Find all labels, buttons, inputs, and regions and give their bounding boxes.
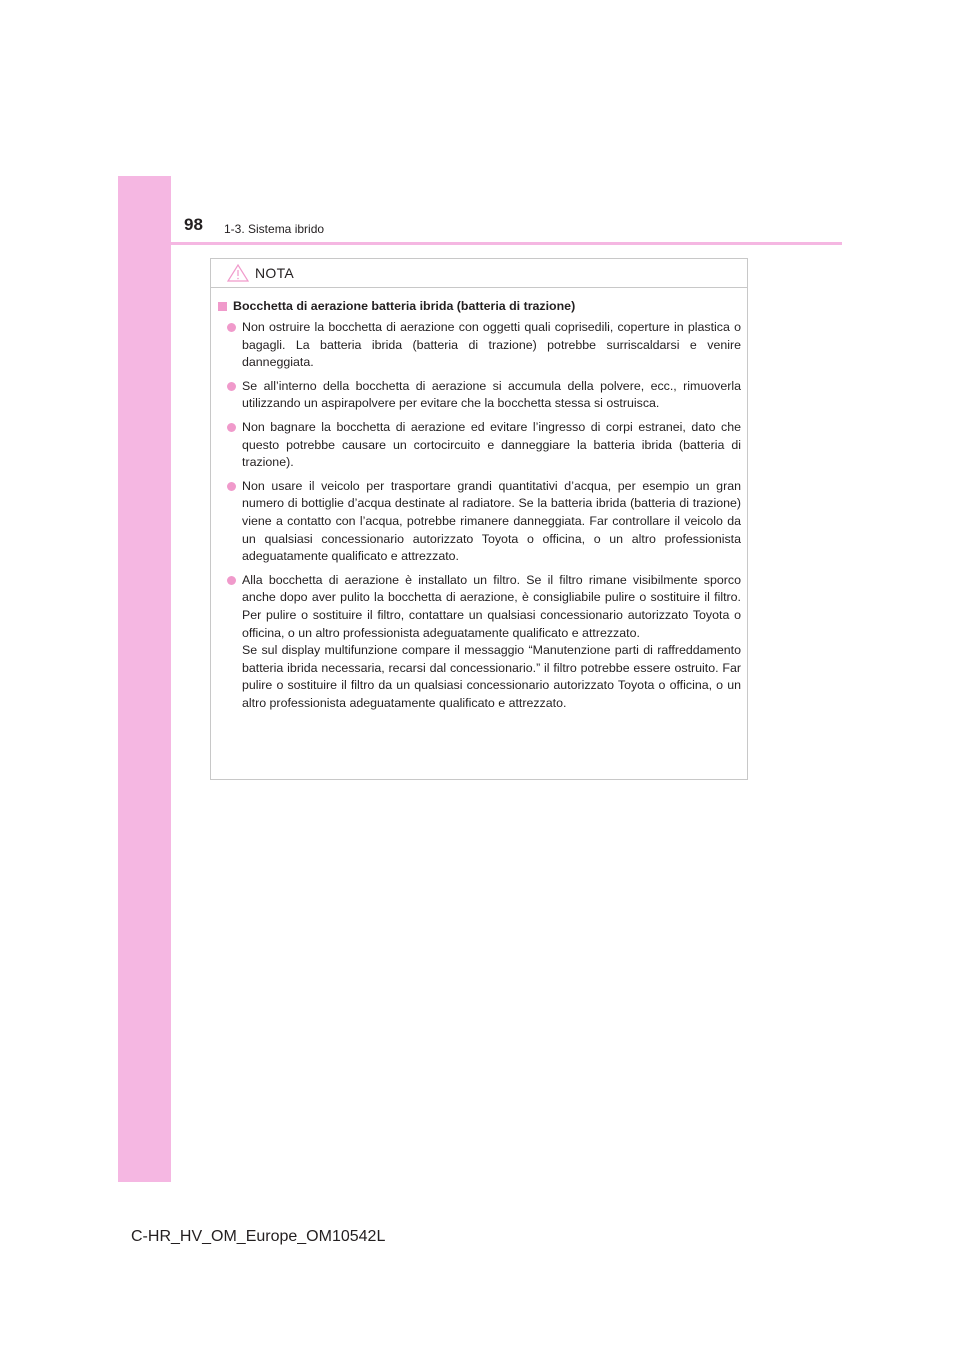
bullet-list: [218, 319, 741, 712]
paragraph: Se all’interno della bocchetta di aerazione si accumula della polvere, ecc., rimuoverla utilizzando un aspirapolvere per evitare che la bocchetta stessa si ostruisca.: [242, 378, 741, 411]
header-rule: [118, 242, 842, 245]
subheading: [218, 298, 741, 315]
circle-bullet-icon: [227, 423, 236, 432]
side-color-band: [118, 176, 171, 1182]
circle-bullet-icon: [227, 482, 236, 491]
list-item: [218, 572, 741, 713]
subheading-text: Bocchetta di aerazione batteria ibrida (batteria di trazione): [233, 299, 576, 313]
paragraph: Non ostruire la bocchetta di aerazione con oggetti quali coprisedili, coperture in plastica o bagagli. La batteria ibrida (batteria di trazione) potrebbe surriscaldarsi e venire danneggiata.: [242, 320, 741, 370]
circle-bullet-icon: [227, 323, 236, 332]
paragraph: Se sul display multifunzione compare il messaggio “Manutenzione parti di raffreddamento batteria ibrida necessaria, recarsi dal concessionario.” il filtro potrebbe essere ostruito. Far pulire o sostituire il filtro da un qualsiasi concessionario autorizzato Toyota o officina, o un altro professionista adeguatamente qualificato e attrezzato.: [242, 643, 741, 710]
section-title: 1-3. Sistema ibrido: [224, 222, 325, 236]
list-item: [218, 419, 741, 472]
paragraph: Non bagnare la bocchetta di aerazione ed evitare l’ingresso di corpi estranei, dato che questo potrebbe causare un cortocircuito e danneggiare la batteria ibrida (batteria di trazione).: [242, 419, 741, 470]
nota-label: NOTA: [255, 265, 295, 281]
circle-bullet-icon: [227, 382, 236, 391]
nota-body: [211, 288, 747, 712]
document-id: C-HR_HV_OM_Europe_OM10542L: [131, 1228, 386, 1245]
list-item: [218, 478, 741, 566]
square-bullet-icon: [218, 302, 227, 311]
page-number: 98: [184, 215, 203, 234]
paragraph: Alla bocchetta di aerazione è installato un filtro. Se il filtro rimane visibilmente sporco anche dopo aver pulito la bocchetta di aerazione, è consigliabile pulire o sostituire il filtro. Per pulire o sostituire il filtro, contattare un qualsiasi concessionario autorizzato Toyota o officina, o un altro professionista adeguatamente qualificato e attrezzato.: [242, 572, 741, 640]
nota-box: [210, 258, 748, 780]
nota-header: [211, 259, 747, 288]
list-item: [218, 378, 741, 413]
warning-triangle-icon: [227, 264, 249, 282]
paragraph: Non usare il veicolo per trasportare grandi quantitativi d’acqua, per esempio un gran numero di bottiglie d’acqua destinate al radiatore. Se la batteria ibrida (batteria di trazione) viene a contatto con l’acqua, potrebbe rimanere danneggiata. Far controllare il veicolo da un qualsiasi concessionario autorizzato Toyota o officina, o un altro professionista adeguatamente qualificato e attrezzato.: [242, 478, 741, 564]
circle-bullet-icon: [227, 576, 236, 585]
list-item: [218, 319, 741, 372]
